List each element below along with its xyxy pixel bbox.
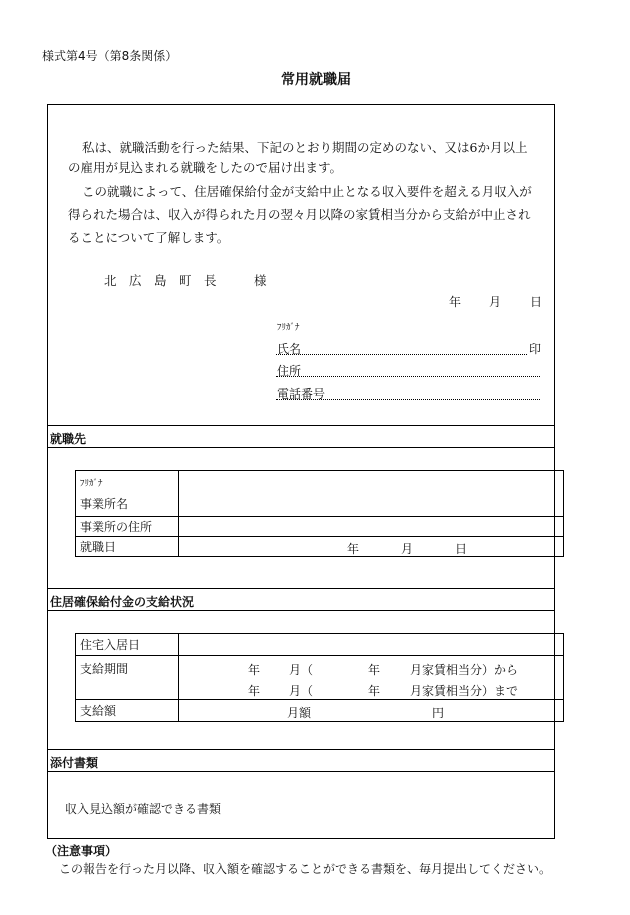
divider [47,425,555,426]
date-month-label: 月 [489,295,502,309]
intro-line-5: ることについて了解します。 [68,230,230,245]
intro-line-4: 得られた場合は、収入が得られた月の翌々月以降の家賃相当分から支給が中止され [68,207,531,222]
office-address-label: 事業所の住所 [76,517,179,537]
address-field-line[interactable] [276,376,540,377]
applicant-furigana-label: ﾌﾘｶﾞﾅ [277,323,300,333]
notes-text: この報告を行った月以降、収入額を確認することができる書類を、毎月提出してください。 [59,862,552,876]
attachments-section-title: 添付書類 [50,756,99,770]
period-from-rent-year: 年 [368,663,381,677]
period-from-rent: 月家賃相当分）から [410,663,519,677]
move-in-label: 住宅入居日 [76,634,179,656]
seal-mark: 印 [529,342,542,356]
name-field-line[interactable] [276,354,527,355]
period-to-year: 年 [248,684,261,698]
period-input[interactable] [179,656,564,700]
page-title: 常用就職届 [281,72,351,88]
amount-label: 支給額 [76,700,179,722]
benefit-table [75,633,564,722]
intro-line-2: の雇用が見込まれる就職をしたので届け出ます。 [68,160,343,175]
intro-line-1: 私は、就職活動を行った結果、下記のとおり期間の定めのない、又は6か月以上 [82,140,528,155]
applicant-address-label: 住所 [277,364,302,378]
benefit-section-title: 住居確保給付金の支給状況 [50,595,195,609]
intro-line-3: この就職によって、住居確保給付金が支給中止となる収入要件を超える月収入が [82,184,532,199]
divider [47,610,555,611]
yen-label: 円 [432,706,445,720]
divider [47,588,555,589]
start-date-input[interactable] [179,537,564,557]
applicant-name-label: 氏名 [277,342,302,356]
divider [47,771,555,772]
phone-field-line[interactable] [276,399,540,400]
period-to-rent: 月家賃相当分）まで [410,684,519,698]
date-day-label: 日 [530,295,543,309]
office-address-input[interactable] [179,517,564,537]
addressee: 北 広 島 町 長 様 [104,273,267,288]
start-date-label: 就職日 [76,537,179,557]
move-in-input[interactable] [179,634,564,656]
divider [47,447,555,448]
period-from-month: 月（ [289,663,314,677]
amount-input[interactable] [179,700,564,722]
start-month-label: 月 [401,542,414,556]
start-day-label: 日 [455,542,468,556]
notes-title: （注意事項） [45,844,118,858]
employment-table [75,470,564,557]
employment-section-title: 就職先 [50,432,87,446]
divider [47,749,555,750]
period-to-month: 月（ [289,684,314,698]
attachment-item: 収入見込額が確認できる書類 [65,802,222,816]
period-to-rent-year: 年 [368,684,381,698]
applicant-phone-label: 電話番号 [277,387,326,401]
period-from-year: 年 [248,663,261,677]
date-year-label: 年 [449,295,462,309]
office-name-label-cell [76,471,179,517]
monthly-label: 月額 [287,706,312,720]
form-reference: 様式第4号（第8条関係） [42,49,178,63]
office-name-label: 事業所名 [80,496,129,511]
office-furigana-label: ﾌﾘｶﾞﾅ [80,478,103,489]
period-label: 支給期間 [76,656,179,700]
start-year-label: 年 [347,542,360,556]
office-name-input[interactable] [179,471,564,517]
